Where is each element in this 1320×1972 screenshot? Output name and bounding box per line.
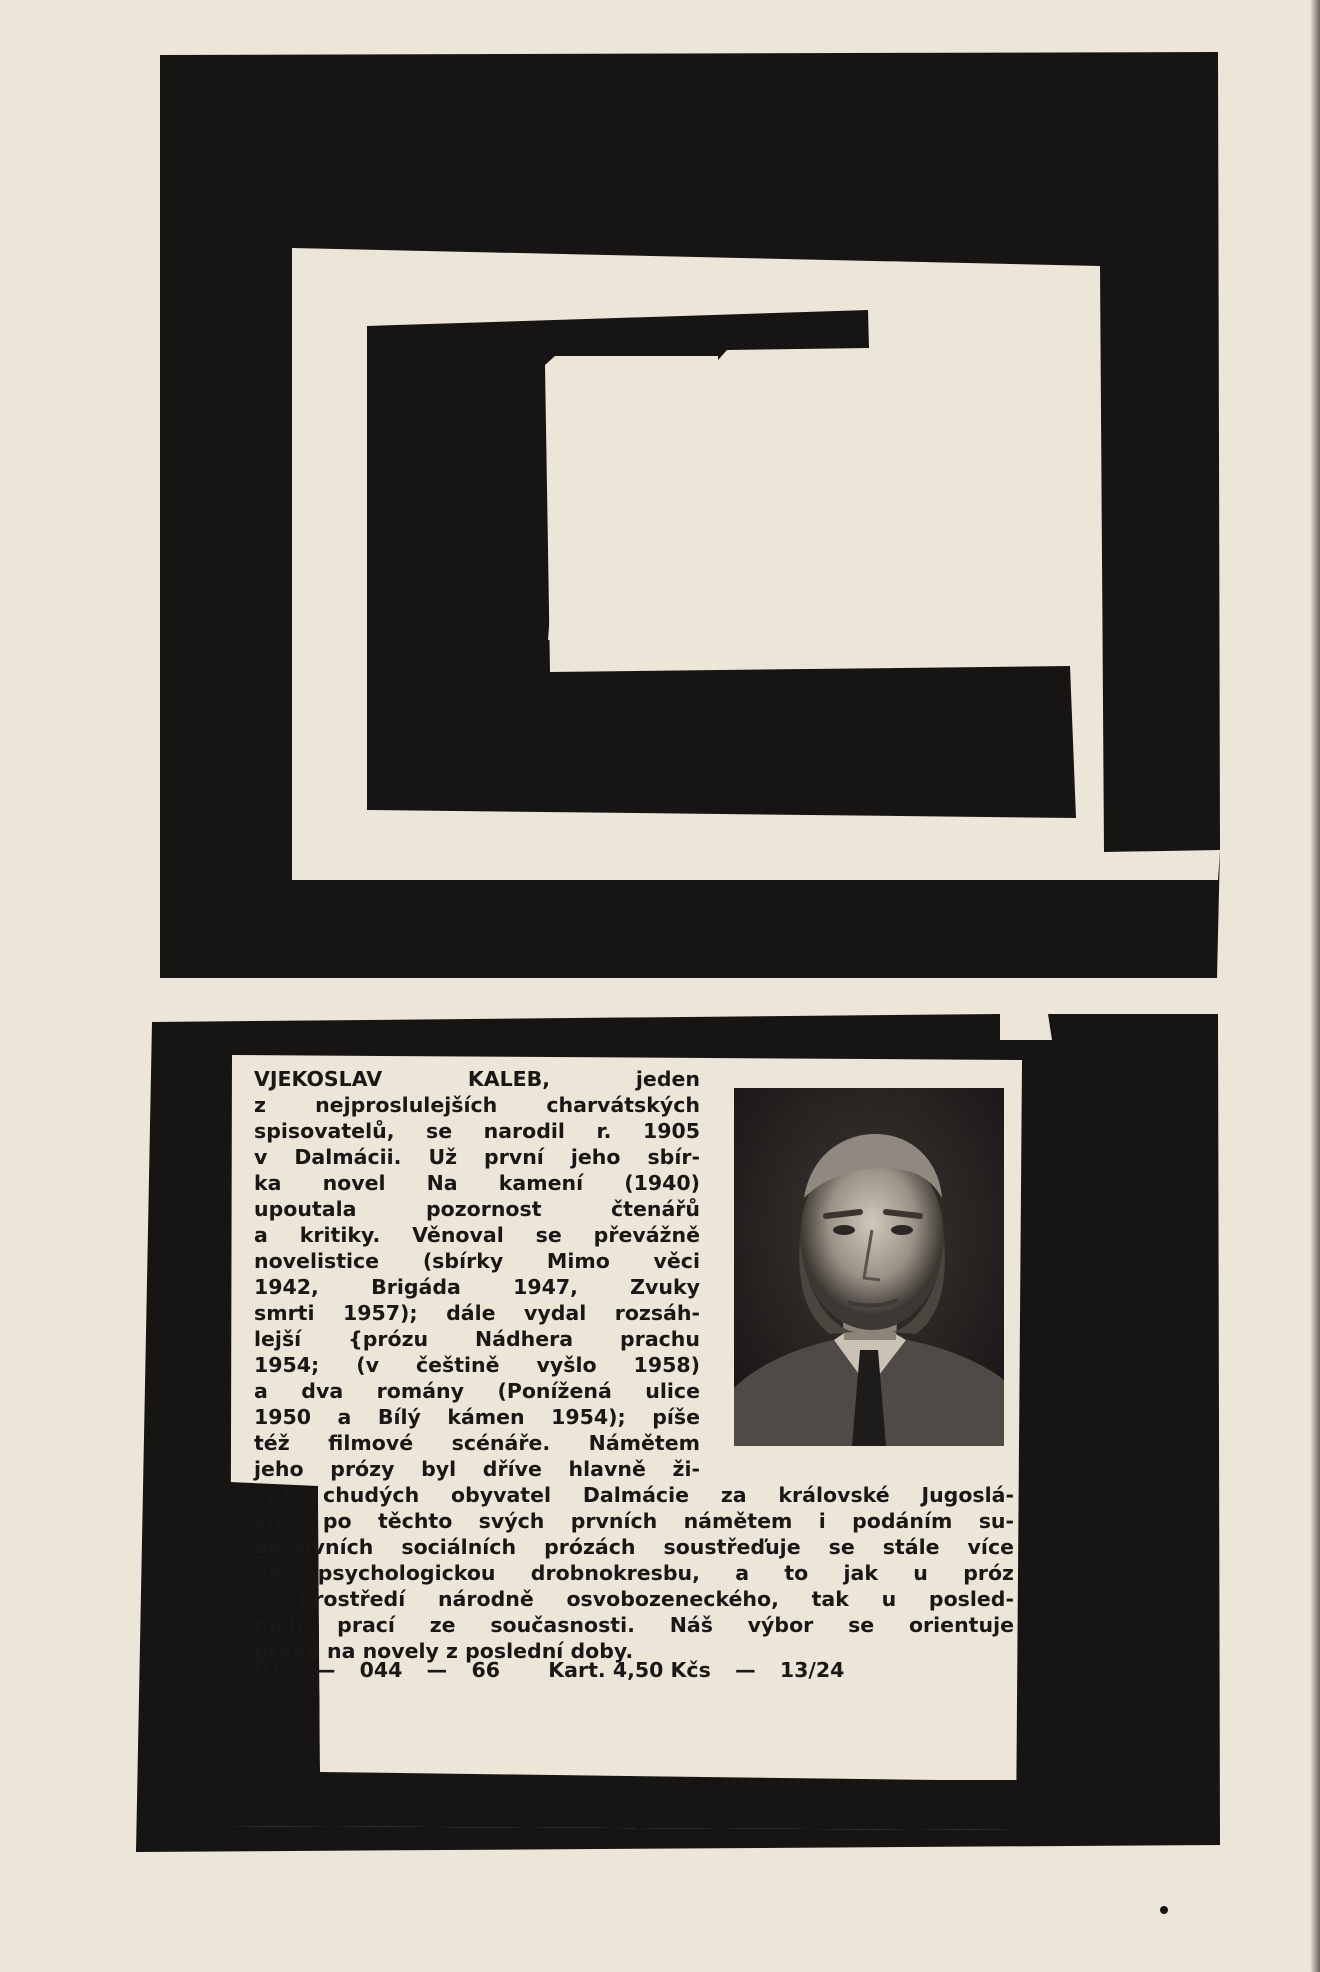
bio-line: 1954; (v češtině vyšlo 1958) — [254, 1353, 700, 1377]
bio-narrow-column — [254, 1066, 1014, 1482]
corner-dot — [1160, 1906, 1168, 1914]
bio-wide-column — [254, 1482, 1014, 1664]
imprint-price: Kart. 4,50 Kčs — [548, 1658, 711, 1682]
imprint-dash-a: — — [314, 1658, 336, 1682]
bio-line: upoutala pozornost čtenářů — [254, 1197, 700, 1221]
bio-line: jeho prózy byl dříve hlavně ži- — [254, 1457, 700, 1481]
bio-line: smrti 1957); dále vydal rozsáh- — [254, 1301, 700, 1325]
bio-line: vot chudých obyvatel Dalmácie za královské Jugoslá- — [254, 1483, 1014, 1507]
imprint-code-d: 13/24 — [779, 1658, 845, 1682]
bio-line: z nejproslulejších charvátských — [254, 1093, 700, 1117]
bio-line: právě na novely z poslední doby. — [254, 1639, 634, 1663]
bio-line: na psychologickou drobnokresbu, a to jak u próz — [254, 1561, 1014, 1585]
bio-line: VJEKOSLAV KALEB, jeden — [254, 1067, 700, 1091]
price-imprint-text — [254, 1658, 844, 1682]
bio-line: vie; po těchto svých prvních námětem i podáním su- — [254, 1509, 1014, 1533]
imprint-code-b: 044 — [359, 1658, 403, 1682]
bio-line: též filmové scénáře. Námětem — [254, 1431, 700, 1455]
bio-line: novelistice (sbírky Mimo věci — [254, 1249, 700, 1273]
bio-line: 1942, Brigáda 1947, Zvuky — [254, 1275, 700, 1299]
bio-line: a dva romány (Ponížená ulice — [254, 1379, 700, 1403]
bio-line: ních prací ze současnosti. Náš výbor se orientuje — [254, 1613, 1014, 1637]
imprint-code-c: 66 — [471, 1658, 500, 1682]
bio-line: 1950 a Bílý kámen 1954); píše — [254, 1405, 700, 1429]
bio-line: ka novel Na kamení (1940) — [254, 1171, 700, 1195]
bio-line: gestivních sociálních prózách soustřeďuje se stále více — [254, 1535, 1014, 1559]
upper-innermost-window — [548, 360, 984, 660]
author-bio-text — [254, 1066, 1014, 1481]
bio-line: v Dalmácii. Už první jeho sbír- — [254, 1145, 700, 1169]
imprint-dash-c: — — [735, 1658, 756, 1682]
bio-line: z prostředí národně osvobozeneckého, tak u posled- — [254, 1587, 1014, 1611]
bio-line: spisovatelů, se narodil r. 1905 — [254, 1119, 700, 1143]
imprint-dash-b: — — [426, 1658, 448, 1682]
imprint-code-a: 01 — [254, 1658, 283, 1682]
bio-line: a kritiky. Věnoval se převážně — [254, 1223, 700, 1247]
bio-line: lejší {prózu Nádhera prachu — [254, 1327, 700, 1351]
